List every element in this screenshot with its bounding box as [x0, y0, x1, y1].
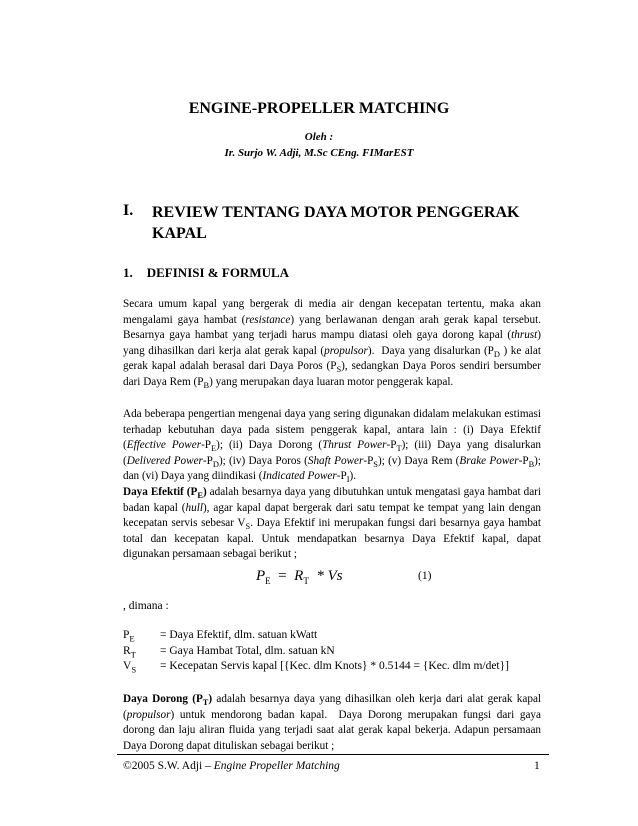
footer-divider: [117, 754, 549, 755]
page-number: 1: [534, 760, 540, 772]
section-heading: [152, 202, 552, 244]
equation-number: (1): [418, 570, 432, 582]
equation-rest: * Vs: [316, 568, 343, 584]
symbol-definitions: [123, 628, 509, 675]
definition-row: $P_E$ = Daya Efektif, dlm. satuan kWatt: [123, 629, 318, 644]
section-heading-line1: REVIEW TENTANG DAYA MOTOR PENGGERAK: [152, 204, 520, 221]
footer-text: ©2005 S.W. Adji – Engine Propeller Matching: [123, 760, 340, 772]
oleh-label: Oleh :: [304, 131, 334, 143]
section-number: I.: [123, 202, 134, 219]
paragraph-intro: Secara umum kapal yang bergerak di media air dengan kecepatan tertentu, maka akan mengalami gaya hambat (resistance) yang berlawanan dengan arah gerak kapal tersebut. Besarnya gaya hambat yang terjadi harus mampu diatasi oleh gaya dorong kapal (thrust) yang dihasilkan dari kerja alat gerak kapal (propulsor). Daya yang disalurkan ($P_D$ ) ke alat gerak kapal adalah berasal dari Daya Poros $(P_S)$, sedangkan Daya Poros sendiri bersumber dari Daya Rem $(P_B)$ yang merupakan daya luaran motor penggerak kapal.: [123, 298, 541, 391]
paragraph-daya-dorong: Daya Dorong $(P_T)$ adalah besarnya daya yang dihasilkan oleh kerja dari alat gerak kapal (propulsor) untuk mendorong badan kapal. Daya Dorong merupakan fungsi dari gaya dorong dan laju aliran fluida yang terjadi saat alat gerak kapal bekerja. Adapun persamaan Daya Dorong dapat dituliskan sebagai berikut ;: [123, 693, 542, 752]
document-title: ENGINE-PROPELLER MATCHING: [188, 100, 450, 117]
definition-row: $V_S$ = Kecepatan Servis kapal [{Kec. dlm Knots} * 0.5144 = {Kec. dlm m/det}]: [123, 660, 509, 675]
subsection-number: 1.: [123, 265, 133, 280]
dimana-label: , dimana :: [123, 600, 169, 612]
equation-1: [256, 568, 343, 586]
equation-equals: =: [278, 568, 287, 584]
equation-rhs: R: [294, 568, 304, 584]
equation-rhs-sub: T: [303, 576, 309, 586]
author-name: Ir. Surjo W. Adji, M.Sc CEng. FIMarEST: [224, 147, 414, 159]
subsection-heading: [123, 265, 289, 281]
subsection-title: DEFINISI & FORMULA: [146, 265, 290, 280]
section-heading-line2: KAPAL: [152, 225, 207, 242]
equation-lhs-sub: E: [265, 576, 271, 586]
equation-lhs: P: [256, 568, 266, 584]
definition-row: $R_T$ = Gaya Hambat Total, dlm. satuan kN: [123, 644, 335, 659]
paragraph-definitions: Ada beberapa pengertian mengenai daya yang sering digunakan didalam melakukan estimasi terhadap kebutuhan daya pada sistem penggerak kapal, antara lain : (i) Daya Efektif (Effective Power-$P_E$); (ii) Daya Dorong (Thrust Power-$P_T$); (iii) Daya yang disalurkan (Delivered Power-$P_D$); (iv) Daya Poros (Shaft Power-$P_S$); (v) Daya Rem (Brake Power-$P_B$); dan (vi) Daya yang diindikasi (Indicated Power-$P_I$).: [123, 408, 542, 485]
paragraph-daya-efektif: Daya Efektif $(P_E)$ adalah besarnya daya yang dibutuhkan untuk mengatasi gaya hambat dari badan kapal (hull), agar kapal dapat bergerak dari satu tempat ke tempat yang lain dengan kecepatan servis sebesar $V_S$. Daya Efektif ini merupakan fungsi dari besarnya gaya hambat total dan kecepatan kapal. Untuk mendapatkan besarnya Daya Efektif kapal, dapat digunakan persamaan sebagai berikut ;: [123, 486, 542, 561]
